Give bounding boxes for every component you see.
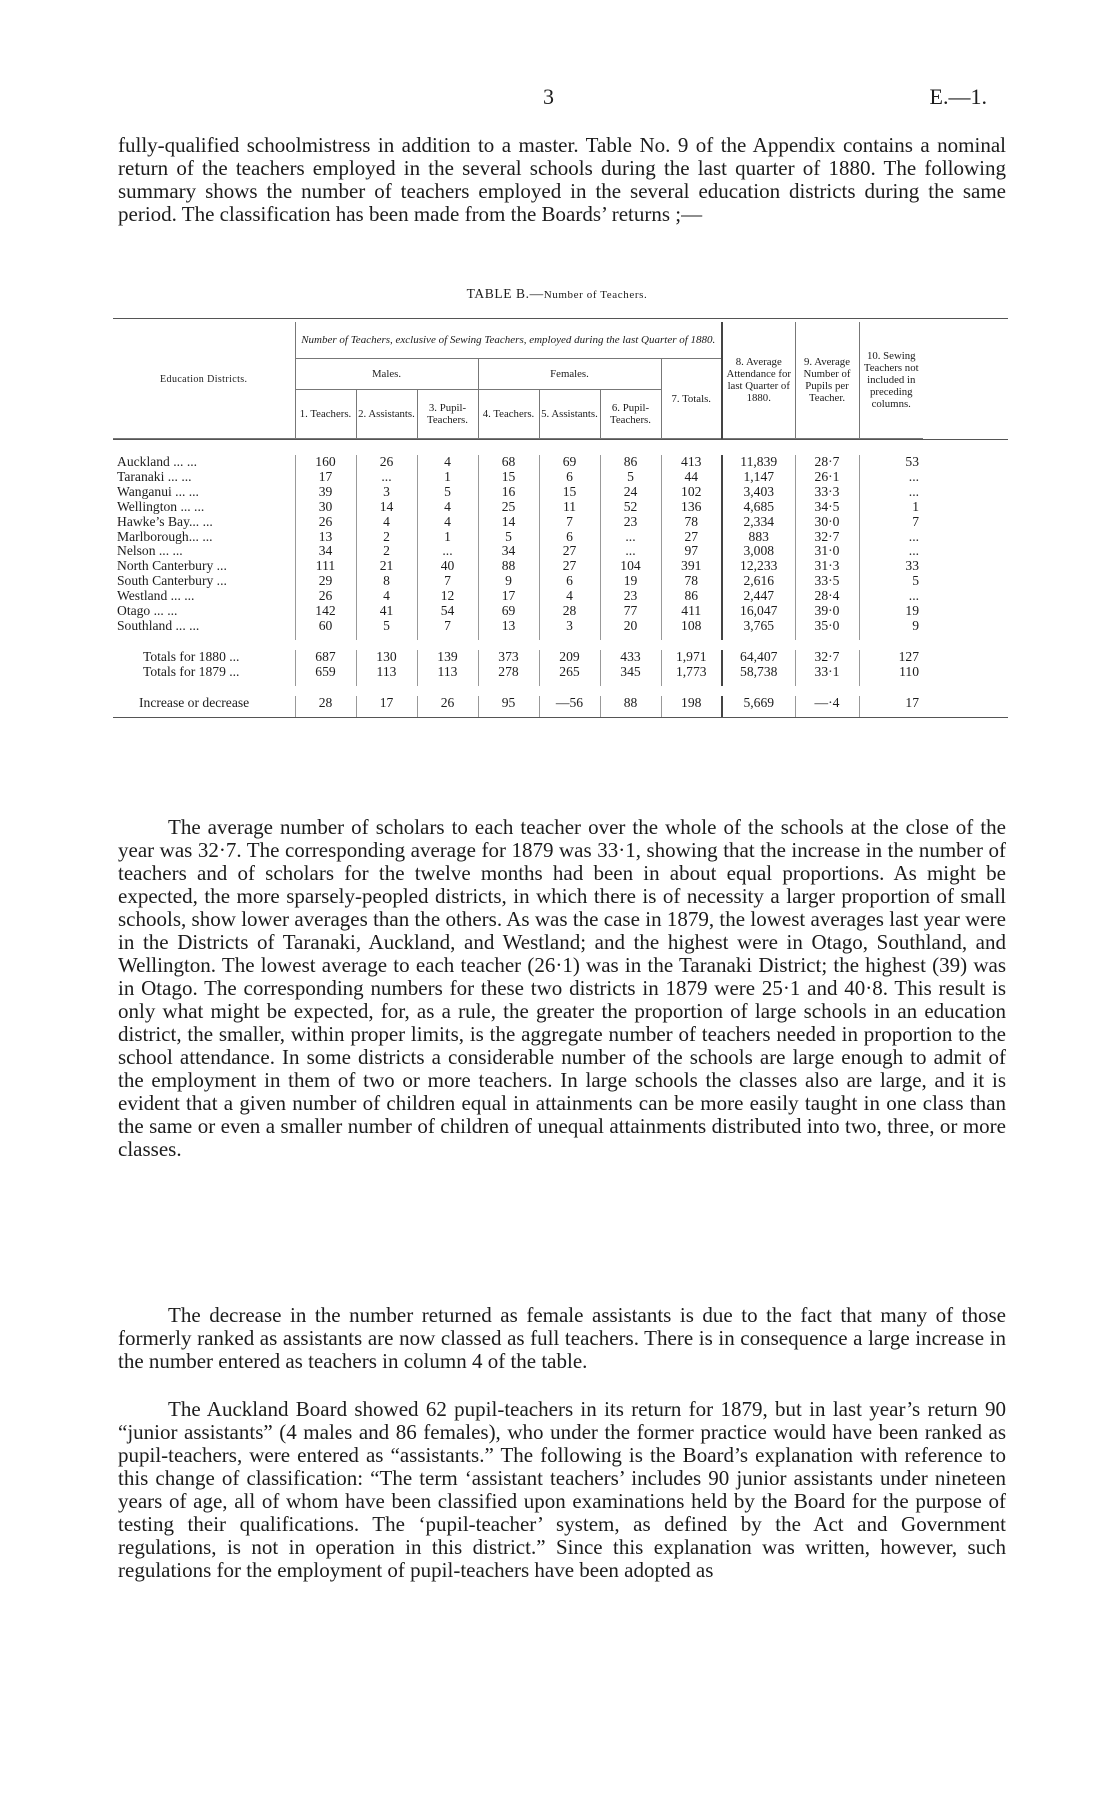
- row-label: Auckland ... ...: [117, 454, 198, 469]
- table-cell: 4: [417, 515, 478, 530]
- females-header: Females.: [478, 359, 661, 390]
- table-cell: 32·7: [795, 650, 859, 665]
- table-cell: 21: [356, 559, 417, 574]
- table-row: [113, 650, 1008, 665]
- table-cell: 32·7: [795, 530, 859, 545]
- table-cell: 33·3: [795, 485, 859, 500]
- row-label: Wanganui ... ...: [117, 483, 199, 499]
- table-cell: 20: [600, 619, 661, 640]
- table-cell: 97: [661, 544, 722, 559]
- table-cell: 6: [539, 470, 600, 485]
- row-label: Totals for 1879 ...: [143, 663, 240, 679]
- table-cell: ...: [417, 544, 478, 559]
- table-cell: 77: [600, 604, 661, 619]
- table-cell: 34: [478, 544, 539, 559]
- table-cell: 8: [356, 574, 417, 589]
- table-cell: 2,616: [722, 574, 795, 589]
- table-cell: 24: [600, 485, 661, 500]
- table-bottom-rule: [113, 717, 1008, 718]
- table-row: [113, 619, 1008, 640]
- table-cell: 31·0: [795, 544, 859, 559]
- table-cell: 78: [661, 515, 722, 530]
- table-cell: 33: [859, 559, 923, 574]
- col5-header: 5. Assistants.: [539, 390, 600, 439]
- row-label: Increase or decrease: [139, 694, 250, 710]
- col10-header: 10. Sewing Teachers not included in preceding columns.: [859, 322, 923, 439]
- table-cell: 5: [417, 485, 478, 500]
- table-cell: 160: [295, 455, 356, 470]
- table-cell: 28·7: [795, 455, 859, 470]
- table-cell: 95: [478, 696, 539, 717]
- table-cell: 6: [539, 530, 600, 545]
- table-cell: 25: [478, 500, 539, 515]
- header-bottom-rule: [113, 439, 1008, 440]
- table-cell: 17: [356, 696, 417, 717]
- teachers-table-wrap: [113, 322, 1008, 717]
- row-label: Wellington ... ...: [117, 498, 205, 514]
- table-cell: 68: [478, 455, 539, 470]
- table-cell: 102: [661, 485, 722, 500]
- table-cell: 3,403: [722, 485, 795, 500]
- table-cell: 413: [661, 455, 722, 470]
- table-cell: 136: [661, 500, 722, 515]
- table-cell: 2: [356, 544, 417, 559]
- table-caption: [0, 286, 1114, 302]
- table-row: [113, 470, 1008, 485]
- table-cell: 16,047: [722, 604, 795, 619]
- table-cell: 26·1: [795, 470, 859, 485]
- table-cell: 16: [478, 485, 539, 500]
- table-row: [113, 665, 1008, 686]
- row-label: South Canterbury ...: [117, 573, 227, 589]
- table-cell: ...: [859, 485, 923, 500]
- table-cell: 28: [295, 696, 356, 717]
- table-cell: ...: [600, 530, 661, 545]
- table-cell: 78: [661, 574, 722, 589]
- caption-prefix: TABLE B.—: [466, 286, 544, 301]
- table-cell: 26: [356, 455, 417, 470]
- table-cell: 54: [417, 604, 478, 619]
- table-cell: 58,738: [722, 665, 795, 686]
- table-cell: 7: [539, 515, 600, 530]
- table-cell: ...: [859, 530, 923, 545]
- table-cell: 17: [478, 589, 539, 604]
- table-cell: 15: [478, 470, 539, 485]
- table-cell: 104: [600, 559, 661, 574]
- table-cell: 13: [478, 619, 539, 640]
- table-cell: 26: [295, 515, 356, 530]
- col8-header: 8. Average Attendance for last Quarter of 1880.: [722, 322, 795, 439]
- table-row: [113, 515, 1008, 530]
- table-cell: 108: [661, 619, 722, 640]
- table-cell: 139: [417, 650, 478, 665]
- table-cell: 23: [600, 589, 661, 604]
- table-cell: 30·0: [795, 515, 859, 530]
- table-cell: 39·0: [795, 604, 859, 619]
- table-cell: 2: [356, 530, 417, 545]
- table-cell: 2,334: [722, 515, 795, 530]
- teachers-table: [113, 322, 1008, 717]
- table-cell: 19: [600, 574, 661, 589]
- table-cell: 209: [539, 650, 600, 665]
- table-cell: 110: [859, 665, 923, 686]
- row-label: Taranaki ... ...: [117, 468, 192, 484]
- table-cell: 19: [859, 604, 923, 619]
- table-cell: 26: [295, 589, 356, 604]
- table-cell: 4: [356, 515, 417, 530]
- table-cell: 33·5: [795, 574, 859, 589]
- table-cell: 9: [859, 619, 923, 640]
- table-cell: 198: [661, 696, 722, 717]
- table-row: [113, 530, 1008, 545]
- table-cell: 60: [295, 619, 356, 640]
- table-cell: 7: [417, 574, 478, 589]
- table-cell: 391: [661, 559, 722, 574]
- table-cell: 39: [295, 485, 356, 500]
- series-code: E.—1.: [929, 84, 987, 109]
- table-cell: 265: [539, 665, 600, 686]
- table-cell: ...: [859, 470, 923, 485]
- table-cell: 1: [417, 530, 478, 545]
- table-cell: 1,773: [661, 665, 722, 686]
- table-top-rule: [113, 318, 1008, 319]
- table-cell: 883: [722, 530, 795, 545]
- table-cell: 2,447: [722, 589, 795, 604]
- col1-header: 1. Teachers.: [295, 390, 356, 439]
- table-cell: 33·1: [795, 665, 859, 686]
- col3-header: 3. Pupil-Teachers.: [417, 390, 478, 439]
- table-cell: 4,685: [722, 500, 795, 515]
- table-cell: 13: [295, 530, 356, 545]
- table-row: [113, 455, 1008, 470]
- page-number: 3: [543, 84, 554, 109]
- table-cell: 12: [417, 589, 478, 604]
- table-row: [113, 604, 1008, 619]
- row-label: Otago ... ...: [117, 603, 178, 619]
- table-row: [113, 485, 1008, 500]
- table-cell: 44: [661, 470, 722, 485]
- table-cell: 1,147: [722, 470, 795, 485]
- table-cell: 5: [600, 470, 661, 485]
- running-head: [0, 84, 1114, 108]
- table-cell: 5: [859, 574, 923, 589]
- table-cell: 12,233: [722, 559, 795, 574]
- table-cell: 4: [539, 589, 600, 604]
- table-cell: 15: [539, 485, 600, 500]
- table-cell: 5,669: [722, 696, 795, 717]
- table-cell: 1,971: [661, 650, 722, 665]
- table-cell: 3: [539, 619, 600, 640]
- table-cell: 34·5: [795, 500, 859, 515]
- table-cell: 40: [417, 559, 478, 574]
- table-cell: 29: [295, 574, 356, 589]
- body-paragraph-1: The average number of scholars to each teacher over the whole of the schools at the close of the year was 32·7. The corresponding average for 1879 was 33·1, showing that the increase in the number of teachers and of scholars for the twelve months had been in about equal proportions. As might be expected, the more sparsely-peopled districts, in which there is of necessity a larger proportion of small schools, show lower averages than the others. As was the case in 1879, the lowest averages last year were in the Districts of Taranaki, Auckland, and Westland; and the highest were in Otago, Southland, and Wellington. The lowest average to each teacher (26·1) was in the Taranaki District; the highest (39) was in Otago. The corresponding numbers for these two districts in 1879 were 25·1 and 40·8. This result is only what might be expected, for, as a rule, the greater the proportion of large schools in an education district, the smaller, within proper limits, is the aggregate number of teachers needed in proportion to the school attendance. In some districts a considerable number of the schools are large enough to admit of the employment in them of two or more teachers. In large schools the classes also are large, and it is evident that a given number of children equal in attainments can be more easily taught in one class than the same or even a smaller number of children of unequal attainments distributed into two, three, or more classes.: [118, 815, 1006, 1161]
- table-cell: 4: [417, 455, 478, 470]
- table-row: [113, 574, 1008, 589]
- row-label: Marlborough... ...: [117, 528, 213, 544]
- table-cell: 1: [859, 500, 923, 515]
- table-row: [113, 559, 1008, 574]
- table-cell: 9: [478, 574, 539, 589]
- males-header: Males.: [295, 359, 478, 390]
- table-cell: ...: [859, 544, 923, 559]
- table-cell: 17: [859, 696, 923, 717]
- table-cell: 11: [539, 500, 600, 515]
- table-cell: 687: [295, 650, 356, 665]
- table-cell: 3,008: [722, 544, 795, 559]
- table-cell: 127: [859, 650, 923, 665]
- col2-header: 2. Assistants.: [356, 390, 417, 439]
- table-cell: 88: [600, 696, 661, 717]
- table-cell: 111: [295, 559, 356, 574]
- table-cell: ...: [859, 589, 923, 604]
- table-cell: 27: [539, 544, 600, 559]
- caption-title: Number of Teachers.: [543, 289, 648, 301]
- table-cell: 31·3: [795, 559, 859, 574]
- table-cell: 34: [295, 544, 356, 559]
- table-row: [113, 696, 1008, 717]
- table-cell: 373: [478, 650, 539, 665]
- row-label: Totals for 1880 ...: [143, 648, 240, 664]
- table-cell: 5: [478, 530, 539, 545]
- table-cell: 28: [539, 604, 600, 619]
- col9-header: 9. Average Number of Pupils per Teacher.: [795, 322, 859, 439]
- table-cell: 3: [356, 485, 417, 500]
- col6-header: 6. Pupil-Teachers.: [600, 390, 661, 439]
- group-header: Number of Teachers, exclusive of Sewing Teachers, employed during the last Quarter of 1880.: [295, 322, 722, 359]
- table-cell: 113: [356, 665, 417, 686]
- body-paragraph-2: The decrease in the number returned as female assistants is due to the fact that many of those formerly ranked as assistants are now classed as full teachers. There is in consequence a large increase in the number entered as teachers in column 4 of the table.: [118, 1303, 1006, 1373]
- table-cell: 345: [600, 665, 661, 686]
- table-cell: 6: [539, 574, 600, 589]
- col7-header: 7. Totals.: [661, 359, 722, 439]
- table-cell: 7: [859, 515, 923, 530]
- table-cell: 14: [356, 500, 417, 515]
- table-cell: 41: [356, 604, 417, 619]
- table-cell: 113: [417, 665, 478, 686]
- table-cell: 35·0: [795, 619, 859, 640]
- table-cell: 17: [295, 470, 356, 485]
- table-cell: 27: [661, 530, 722, 545]
- table-cell: 411: [661, 604, 722, 619]
- district-header: Education Districts.: [113, 322, 295, 439]
- table-cell: 26: [417, 696, 478, 717]
- table-cell: 69: [539, 455, 600, 470]
- table-cell: 30: [295, 500, 356, 515]
- table-cell: 86: [661, 589, 722, 604]
- table-cell: 4: [417, 500, 478, 515]
- table-cell: 69: [478, 604, 539, 619]
- table-cell: 5: [356, 619, 417, 640]
- table-cell: 130: [356, 650, 417, 665]
- table-cell: 64,407: [722, 650, 795, 665]
- row-label: North Canterbury ...: [117, 558, 227, 574]
- table-row: [113, 589, 1008, 604]
- table-cell: 659: [295, 665, 356, 686]
- table-cell: 23: [600, 515, 661, 530]
- table-cell: 86: [600, 455, 661, 470]
- table-cell: 278: [478, 665, 539, 686]
- table-row: [113, 544, 1008, 559]
- col4-header: 4. Teachers.: [478, 390, 539, 439]
- table-cell: —·4: [795, 696, 859, 717]
- table-cell: 28·4: [795, 589, 859, 604]
- table-cell: 7: [417, 619, 478, 640]
- table-cell: —56: [539, 696, 600, 717]
- table-cell: 3,765: [722, 619, 795, 640]
- table-row: [113, 500, 1008, 515]
- row-label: Hawke’s Bay... ...: [117, 513, 213, 529]
- table-cell: 433: [600, 650, 661, 665]
- table-cell: 1: [417, 470, 478, 485]
- table-cell: 142: [295, 604, 356, 619]
- row-label: Nelson ... ...: [117, 543, 183, 559]
- table-cell: 52: [600, 500, 661, 515]
- table-cell: 88: [478, 559, 539, 574]
- table-body: [113, 439, 1008, 717]
- body-paragraph-3: The Auckland Board showed 62 pupil-teachers in its return for 1879, but in last year’s return 90 “junior assistants” (4 males and 86 females), who under the former practice would have been ranked as pupil-teachers, were entered as “assistants.” The following is the Board’s explanation with reference to this change of classification: “The term ‘assistant teachers’ includes 90 junior assistants under nineteen years of age, all of whom have been classified upon examinations held by the Board for the purpose of testing their qualifications. The ‘pupil-teacher’ system, as defined by the Act and Government regulations, is not in operation in this district.” Since this explanation was written, however, such regulations for the employment of pupil-teachers have been adopted as: [118, 1397, 1006, 1582]
- table-cell: 14: [478, 515, 539, 530]
- table-cell: ...: [600, 544, 661, 559]
- table-cell: 53: [859, 455, 923, 470]
- table-cell: 4: [356, 589, 417, 604]
- table-cell: ...: [356, 470, 417, 485]
- row-label: Westland ... ...: [117, 588, 195, 604]
- row-label: Southland ... ...: [117, 617, 200, 633]
- intro-paragraph: fully-qualified schoolmistress in addition to a master. Table No. 9 of the Appendix contains a nominal return of the teachers employed in the several schools during the last quarter of 1880. The following summary shows the number of teachers employed in the several education districts during the same period. The classification has been made from the Boards’ returns ;—: [118, 133, 1006, 226]
- table-cell: 11,839: [722, 455, 795, 470]
- table-cell: 27: [539, 559, 600, 574]
